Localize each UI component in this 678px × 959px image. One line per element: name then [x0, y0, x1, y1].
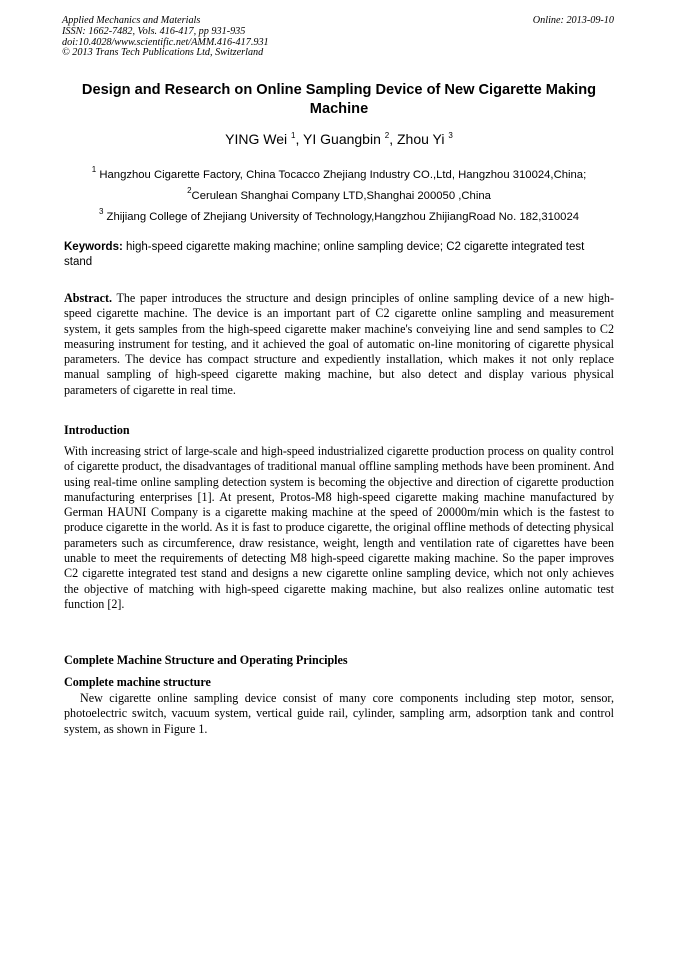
section-heading-structure: Complete Machine Structure and Operating Principles: [64, 653, 348, 667]
author-separator: ,: [295, 131, 304, 147]
structure-text: New cigarette online sampling device consist of many core components including step motor, sensor, photoelectric switch, vacuum system, vertical guide rail, cylinder, sampling arm, adsorption tank and control system, as shown in Figure 1.: [64, 691, 614, 736]
keywords-text: high-speed cigarette making machine; online sampling device; C2 cigarette integrated test stand: [64, 241, 585, 269]
abstract-label: Abstract.: [64, 291, 113, 305]
keywords-label: Keywords:: [64, 241, 123, 253]
affiliation-1: [50, 163, 628, 182]
author-mark: 2: [384, 131, 390, 140]
affiliation-text: Hangzhou Cigarette Factory, China Tocacco Zhejiang Industry CO.,Ltd, Hangzhou 310024,China;: [96, 169, 587, 181]
affiliation-3: [50, 205, 628, 224]
affiliation-mark: 2: [187, 186, 192, 195]
affiliation-2: [50, 184, 628, 203]
online-date: Online: 2013-09-10: [532, 15, 614, 26]
affiliation-text: Zhijiang College of Zhejiang University of Technology,Hangzhou ZhijiangRoad No. 182,310024: [103, 211, 580, 223]
author-mark: 3: [448, 131, 453, 140]
author-separator: ,: [389, 131, 397, 147]
issn-line: ISSN: 1662-7482, Vols. 416-417, pp 931-935: [62, 25, 246, 37]
author-mark: 1: [291, 131, 296, 140]
abstract: [64, 291, 614, 398]
affiliation-mark: 3: [98, 207, 104, 216]
keywords: [64, 240, 614, 270]
journal-header: [62, 16, 269, 59]
introduction-text: With increasing strict of large-scale and high-speed industrialized cigarette production process on quality control of cigarette product, the disadvantages of traditional manual offline sampling methods have been prominent. And using real-time online sampling detection system is becoming the objective and direction of cigarette production manufacturing enterprises [1]. At present, Protos-M8 high-speed cigarette making machine manufactured by German HAUNI Company is a cigarette making machine at the speed of 20000m/min which is the fastest to produce cigarette in the world. As it is fast to produce cigarette, the original offline methods of detecting physical parameters such as circumference, draw resistance, weight, length and ventilation rate of cigarettes have been unable to meet the requirements of detecting M8 high-speed cigarette making machine. So the paper improves C2 cigarette integrated test stand and designs a new cigarette online sampling device, which not only achieves the objective of matching with high-speed cigarette making machine, but also realizes online automatic test function [2].: [64, 444, 614, 611]
abstract-text: The paper introduces the structure and design principles of online sampling device of a new high-speed cigarette machine. The device is an important part of C2 cigarette online sampling and measurement system, it gets samples from the high-speed cigarette maker machine's conveiying line and send samples to C2 measuring instrument for testing, and it achieved the goal of automatic on-line monitoring of cigarette physical parameters. The device has compact structure and expediently installation, which makes it not only replace manual sampling of high-speed cigarette making machine, but also detect and display various physical parameters of cigarette in real time.: [64, 291, 614, 397]
affiliation-text: Cerulean Shanghai Company LTD,Shanghai 200050 ,China: [191, 190, 491, 202]
author-name: YI Guangbin: [303, 131, 385, 147]
author-name: YING Wei: [225, 131, 292, 147]
subsection-heading: Complete machine structure: [64, 675, 211, 689]
copyright-line: © 2013 Trans Tech Publications Ltd, Switzerland: [62, 47, 264, 59]
doi-line: doi:10.4028/www.scientific.net/AMM.416-417.931: [62, 36, 269, 48]
journal-name: Applied Mechanics and Materials: [62, 15, 201, 26]
affiliation-mark: 1: [91, 165, 97, 174]
paper-title: Design and Research on Online Sampling Device of New Cigarette Making Machine: [81, 82, 597, 117]
author-list: [64, 127, 614, 148]
section-heading-introduction: Introduction: [64, 423, 130, 437]
author-name: Zhou Yi: [397, 131, 449, 147]
